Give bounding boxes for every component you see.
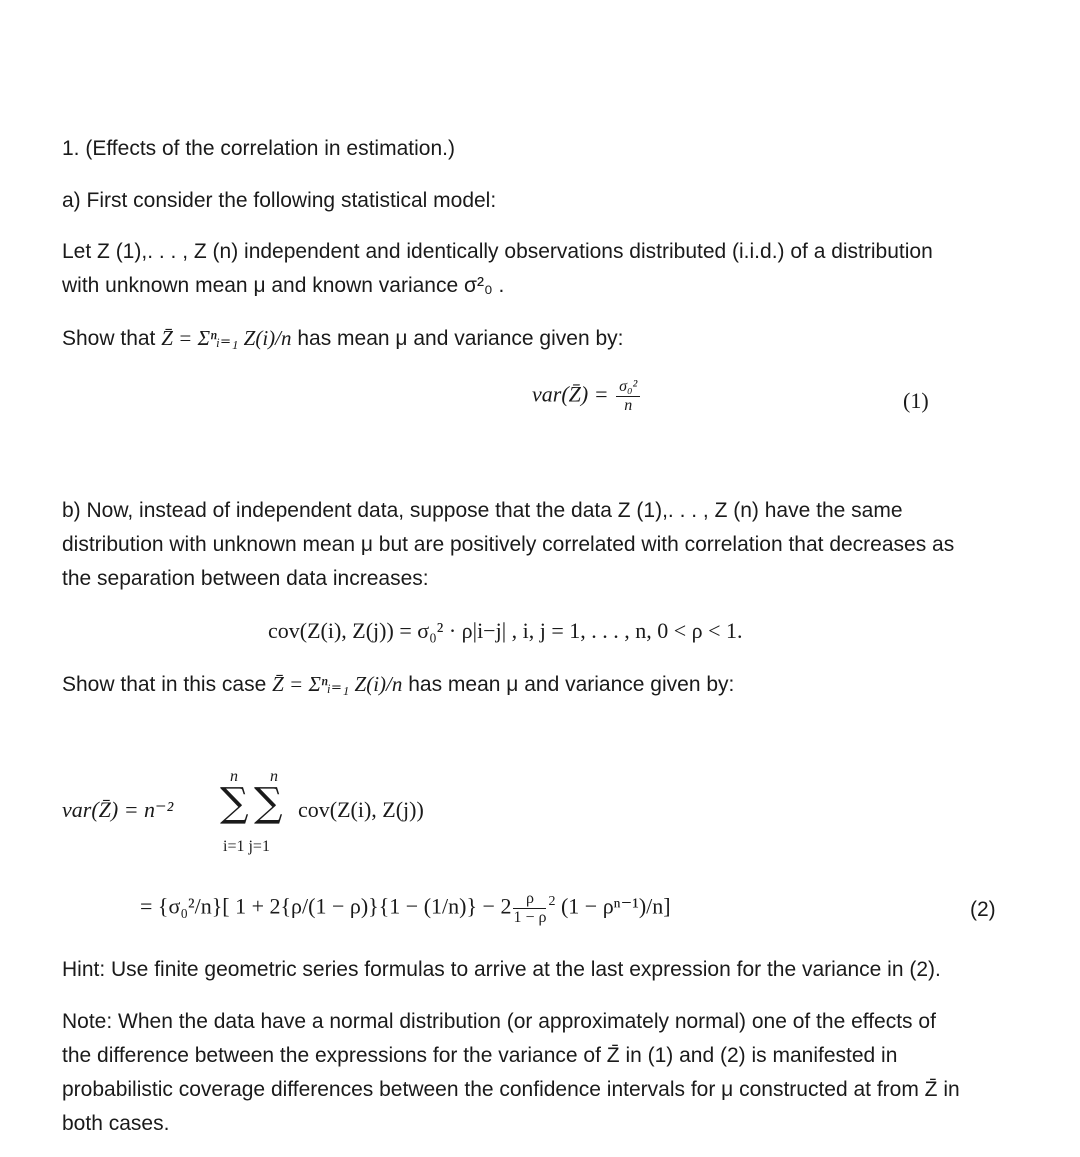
eq2-label: (2) (970, 898, 996, 921)
show-suffix: has mean μ and variance given by: (297, 327, 624, 350)
sum-upper-2: n (270, 768, 278, 785)
part-a-intro: a) First consider the following statistical model: (62, 189, 497, 212)
sum-upper-1: n (230, 768, 238, 785)
eq1-numerator: σ₀² (616, 378, 640, 397)
show-formula-b: Z̄ = Σⁿᵢ₌₁ Z(i)/n (272, 672, 403, 696)
eq2b-start: = {σ₀²/n}[ 1 + 2{ρ/(1 − ρ)}{1 − (1/n)} − 2 (140, 893, 512, 919)
part-a-line2: with unknown mean μ and known variance σ²₀ . (62, 274, 505, 297)
equation-1 (532, 378, 642, 415)
part-b-show-line (62, 667, 734, 702)
eq1-denominator: n (624, 397, 633, 414)
eq2b-frac-den: 1 − ρ (513, 909, 547, 926)
problem-title: 1. (Effects of the correlation in estimation.) (62, 137, 455, 160)
show-formula: Z̄ = Σⁿᵢ₌₁ Z(i)/n (161, 326, 292, 350)
eq1-label: (1) (903, 388, 929, 413)
note-line3: probabilistic coverage differences between the confidence intervals for μ constructed at from Z̄ in (62, 1078, 960, 1101)
show-prefix-b: Show that in this case (62, 673, 267, 696)
sum-lower: i=1 j=1 (223, 838, 270, 855)
sigma-2: ∑ (254, 780, 283, 826)
part-b-line1: b) Now, instead of independent data, suppose that the data Z (1),. . . , Z (n) have the same (62, 499, 903, 522)
show-prefix: Show that (62, 327, 156, 350)
hint: Hint: Use finite geometric series formulas to arrive at the last expression for the variance in (2). (62, 958, 941, 981)
part-a-show-line (62, 321, 623, 356)
eq2b-end: (1 − ρⁿ⁻¹)/n] (560, 893, 671, 919)
eq2-body: cov(Z(i), Z(j)) (298, 797, 424, 822)
eq1-lhs: var(Z̄) = (532, 381, 609, 407)
eq2b-frac-num: ρ (513, 890, 546, 909)
part-b-line3: the separation between data increases: (62, 567, 429, 590)
eq2b-fraction (513, 890, 546, 927)
note-line2: the difference between the expressions for the variance of Z̄ in (1) and (2) is manifested in (62, 1044, 898, 1067)
note-line4: both cases. (62, 1112, 170, 1135)
part-b-line2: distribution with unknown mean μ but are positively correlated with correlation that decreases as (62, 533, 955, 556)
cov-formula: cov(Z(i), Z(j)) = σ₀² · ρ|i−j| , i, j = 1, . . . , n, 0 < ρ < 1. (268, 618, 743, 643)
eq2-lhs: var(Z̄) = n⁻² (62, 797, 174, 822)
eq1-fraction (616, 378, 640, 415)
note-line1: Note: When the data have a normal distribution (or approximately normal) one of the effects of (62, 1010, 936, 1033)
eq2b-square: 2 (548, 893, 556, 909)
part-a-line1: Let Z (1),. . . , Z (n) independent and identically observations distributed (i.i.d.) of a distribution (62, 240, 933, 263)
eq2-second-line (140, 890, 671, 927)
sigma-1: ∑ (220, 780, 249, 826)
show-suffix-b: has mean μ and variance given by: (408, 673, 735, 696)
